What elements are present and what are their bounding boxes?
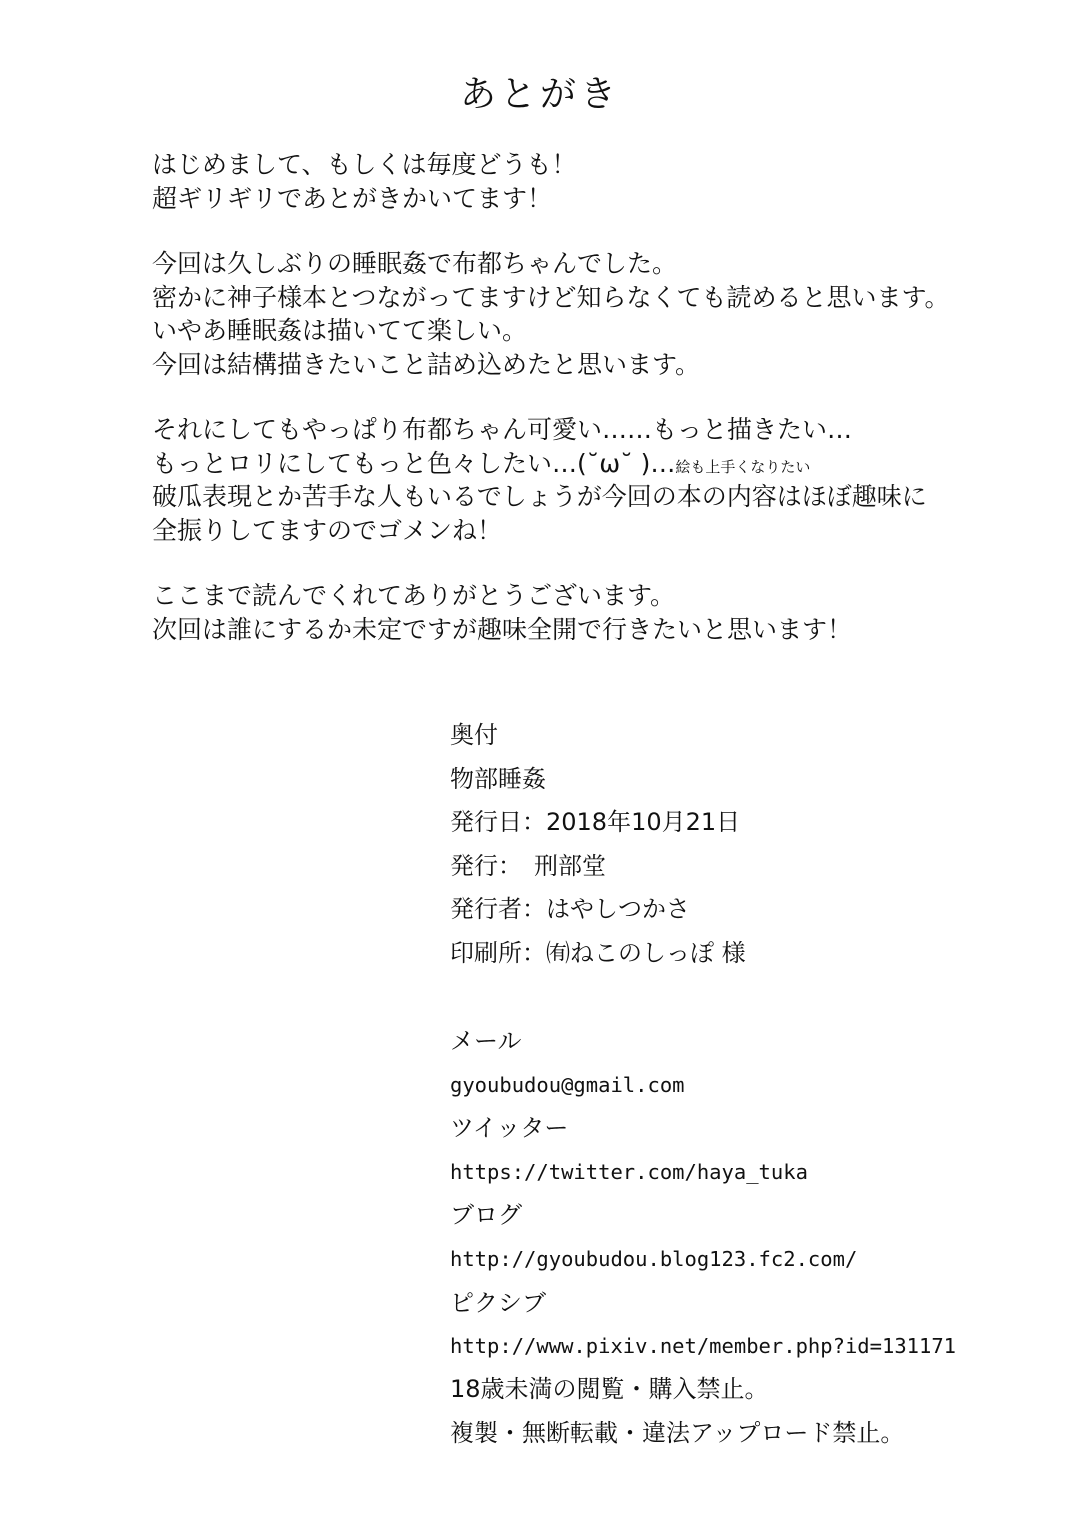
- blog-url: http://gyoubudou.blog123.fc2.com/: [450, 1246, 858, 1271]
- pixiv-url: http://www.pixiv.net/member.php?id=131171: [450, 1334, 957, 1359]
- contact-list: [450, 1020, 1070, 1369]
- afterword-line: 次回は誰にするか未定ですが趣味全開で行きたいと思います！: [152, 614, 853, 644]
- twitter-label: ツイッター: [450, 1114, 569, 1143]
- small-aside-note: 絵も上手くなりたい: [675, 457, 811, 476]
- mail-address: gyoubudou@gmail.com: [450, 1072, 685, 1097]
- book-title: 物部睡姦: [450, 764, 546, 793]
- afterword-line: 全振りしてますのでゴメンね！: [152, 515, 503, 545]
- pixiv-label: ピクシブ: [450, 1288, 546, 1317]
- afterword-line: 密かに神子様本とつながってますけど知らなくても読めると思います。: [152, 282, 950, 312]
- page-title: あとがき: [459, 74, 620, 115]
- afterword-line: いやあ睡眠姦は描いてて楽しい。: [152, 316, 528, 345]
- afterword-line: 破瓜表現とか苦手な人もいるでしょうが今回の本の内容はほぼ趣味に: [152, 482, 927, 511]
- blog-label: ブログ: [450, 1201, 522, 1230]
- afterword-paragraph-4: [152, 579, 952, 646]
- publisher: 発行： 刑部堂: [450, 851, 606, 880]
- copy-restriction-notice: 複製・無断転載・違法アップロード禁止。: [450, 1418, 905, 1447]
- afterword-line: 今回は久しぶりの睡眠姦で布都ちゃんでした。: [152, 249, 678, 278]
- age-restriction-notice: 18歳未満の閲覧・購入禁止。: [450, 1375, 769, 1403]
- afterword-paragraph-2: [152, 247, 952, 381]
- afterword-body: [152, 148, 952, 678]
- issue-date: 発行日：2018年10月21日: [450, 808, 741, 837]
- afterword-line: ここまで読んでくれてありがとうございます。: [152, 581, 676, 610]
- author: 発行者：はやしつかさ: [450, 895, 690, 924]
- printer: 印刷所：㈲ねこのしっぽ 様: [450, 938, 746, 967]
- afterword-line: 今回は結構描きたいこと詰め込めたと思います。: [152, 349, 701, 379]
- colophon-heading: 奥付: [450, 721, 498, 749]
- mail-label: メール: [450, 1027, 522, 1055]
- afterword-line-main: もっとロリにしてもっと色々したい…(˘ω˘ )…: [152, 448, 676, 478]
- afterword-line-with-note: [152, 447, 952, 481]
- colophon: [450, 714, 1050, 976]
- afterword-line: はじめまして、もしくは毎度どうも！: [152, 150, 577, 179]
- afterword-paragraph-3: [152, 413, 952, 547]
- afterword-line: それにしてもやっぱり布都ちゃん可愛い……もっと描きたい…: [152, 415, 853, 444]
- notices: [450, 1368, 1070, 1455]
- twitter-url: https://twitter.com/haya_tuka: [450, 1159, 808, 1184]
- afterword-paragraph-1: [152, 148, 952, 215]
- afterword-line: 超ギリギリであとがきかいてます！: [152, 183, 553, 213]
